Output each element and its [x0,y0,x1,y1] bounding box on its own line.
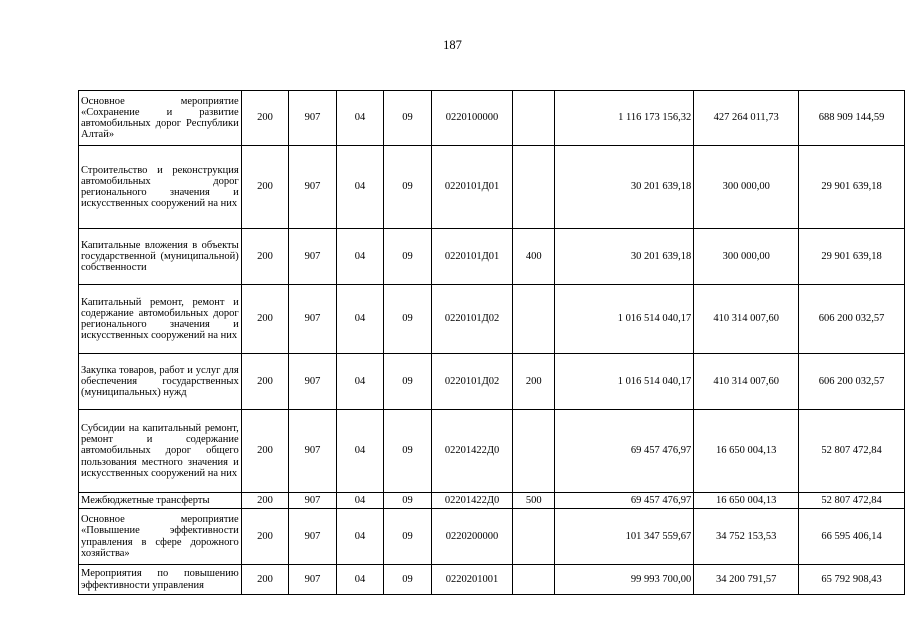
cell-c1: 200 [241,229,289,285]
cell-c2: 907 [289,410,337,493]
cell-c1: 200 [241,509,289,565]
cell-c3: 04 [336,354,383,410]
cell-sum1: 30 201 639,18 [555,229,694,285]
cell-c2: 907 [289,91,337,146]
cell-sum1: 1 016 514 040,17 [555,285,694,354]
cell-c2: 907 [289,285,337,354]
cell-kvr: 500 [513,493,555,509]
cell-c4: 09 [384,285,431,354]
cell-sum3: 52 807 472,84 [799,410,905,493]
table-row [79,229,905,285]
cell-c3: 04 [336,146,383,229]
row-name: Субсидии на капитальный ремонт, ремонт и содержание автомобильных дорог общего пользования местного значения и искусственных сооружений на них [79,410,242,493]
cell-c4: 09 [384,493,431,509]
table-row [79,565,905,595]
cell-code: 0220101Д02 [431,285,513,354]
cell-sum1: 101 347 559,67 [555,509,694,565]
row-name: Капитальные вложения в объекты государственной (муниципальной) собственности [79,229,242,285]
cell-code: 02201422Д0 [431,493,513,509]
cell-sum3: 29 901 639,18 [799,229,905,285]
budget-table [78,90,905,595]
row-name: Капитальный ремонт, ремонт и содержание автомобильных дорог регионального значения и искусственных сооружений на них [79,285,242,354]
cell-sum2: 34 752 153,53 [694,509,799,565]
cell-code: 0220101Д01 [431,146,513,229]
cell-sum2: 16 650 004,13 [694,410,799,493]
cell-c1: 200 [241,91,289,146]
row-name: Закупка товаров, работ и услуг для обеспечения государственных (муниципальных) нужд [79,354,242,410]
cell-kvr [513,565,555,595]
cell-sum1: 30 201 639,18 [555,146,694,229]
cell-sum3: 606 200 032,57 [799,354,905,410]
cell-sum3: 688 909 144,59 [799,91,905,146]
cell-c1: 200 [241,146,289,229]
row-name: Мероприятия по повышению эффективности управления [79,565,242,595]
cell-c2: 907 [289,565,337,595]
table-row [79,354,905,410]
cell-sum2: 427 264 011,73 [694,91,799,146]
cell-c4: 09 [384,509,431,565]
cell-c4: 09 [384,565,431,595]
row-name: Основное мероприятие «Повышение эффективности управления в сфере дорожного хозяйства» [79,509,242,565]
cell-c3: 04 [336,285,383,354]
cell-code: 0220201001 [431,565,513,595]
row-name: Межбюджетные трансферты [79,493,242,509]
cell-c2: 907 [289,509,337,565]
cell-sum2: 34 200 791,57 [694,565,799,595]
table-row [79,410,905,493]
table-row [79,91,905,146]
cell-kvr [513,91,555,146]
cell-c4: 09 [384,354,431,410]
cell-sum2: 410 314 007,60 [694,354,799,410]
cell-sum2: 16 650 004,13 [694,493,799,509]
cell-c2: 907 [289,146,337,229]
cell-c4: 09 [384,91,431,146]
cell-sum2: 300 000,00 [694,146,799,229]
cell-c4: 09 [384,410,431,493]
cell-sum1: 1 016 514 040,17 [555,354,694,410]
cell-kvr: 200 [513,354,555,410]
cell-c3: 04 [336,410,383,493]
cell-sum2: 410 314 007,60 [694,285,799,354]
cell-c2: 907 [289,493,337,509]
cell-c2: 907 [289,229,337,285]
cell-kvr [513,285,555,354]
cell-sum3: 66 595 406,14 [799,509,905,565]
table-row [79,146,905,229]
cell-c1: 200 [241,410,289,493]
row-name: Основное мероприятие «Сохранение и развитие автомобильных дорог Республики Алтай» [79,91,242,146]
cell-c3: 04 [336,565,383,595]
cell-c1: 200 [241,285,289,354]
table-row [79,493,905,509]
cell-c2: 907 [289,354,337,410]
cell-sum1: 1 116 173 156,32 [555,91,694,146]
cell-c1: 200 [241,565,289,595]
cell-sum3: 52 807 472,84 [799,493,905,509]
cell-c3: 04 [336,229,383,285]
cell-code: 0220200000 [431,509,513,565]
cell-kvr [513,410,555,493]
table-row [79,285,905,354]
page-number: 187 [443,38,462,52]
cell-c4: 09 [384,229,431,285]
cell-kvr: 400 [513,229,555,285]
cell-code: 02201422Д0 [431,410,513,493]
cell-c3: 04 [336,509,383,565]
cell-sum1: 69 457 476,97 [555,493,694,509]
cell-sum3: 606 200 032,57 [799,285,905,354]
row-name: Строительство и реконструкция автомобильных дорог регионального значения и искусственных сооружений на них [79,146,242,229]
cell-c4: 09 [384,146,431,229]
cell-sum3: 29 901 639,18 [799,146,905,229]
cell-code: 0220101Д02 [431,354,513,410]
cell-kvr [513,509,555,565]
table-row [79,509,905,565]
cell-c3: 04 [336,493,383,509]
cell-c1: 200 [241,493,289,509]
cell-sum2: 300 000,00 [694,229,799,285]
cell-kvr [513,146,555,229]
cell-code: 0220101Д01 [431,229,513,285]
cell-sum3: 65 792 908,43 [799,565,905,595]
cell-sum1: 69 457 476,97 [555,410,694,493]
cell-c1: 200 [241,354,289,410]
cell-code: 0220100000 [431,91,513,146]
cell-sum1: 99 993 700,00 [555,565,694,595]
cell-c3: 04 [336,91,383,146]
